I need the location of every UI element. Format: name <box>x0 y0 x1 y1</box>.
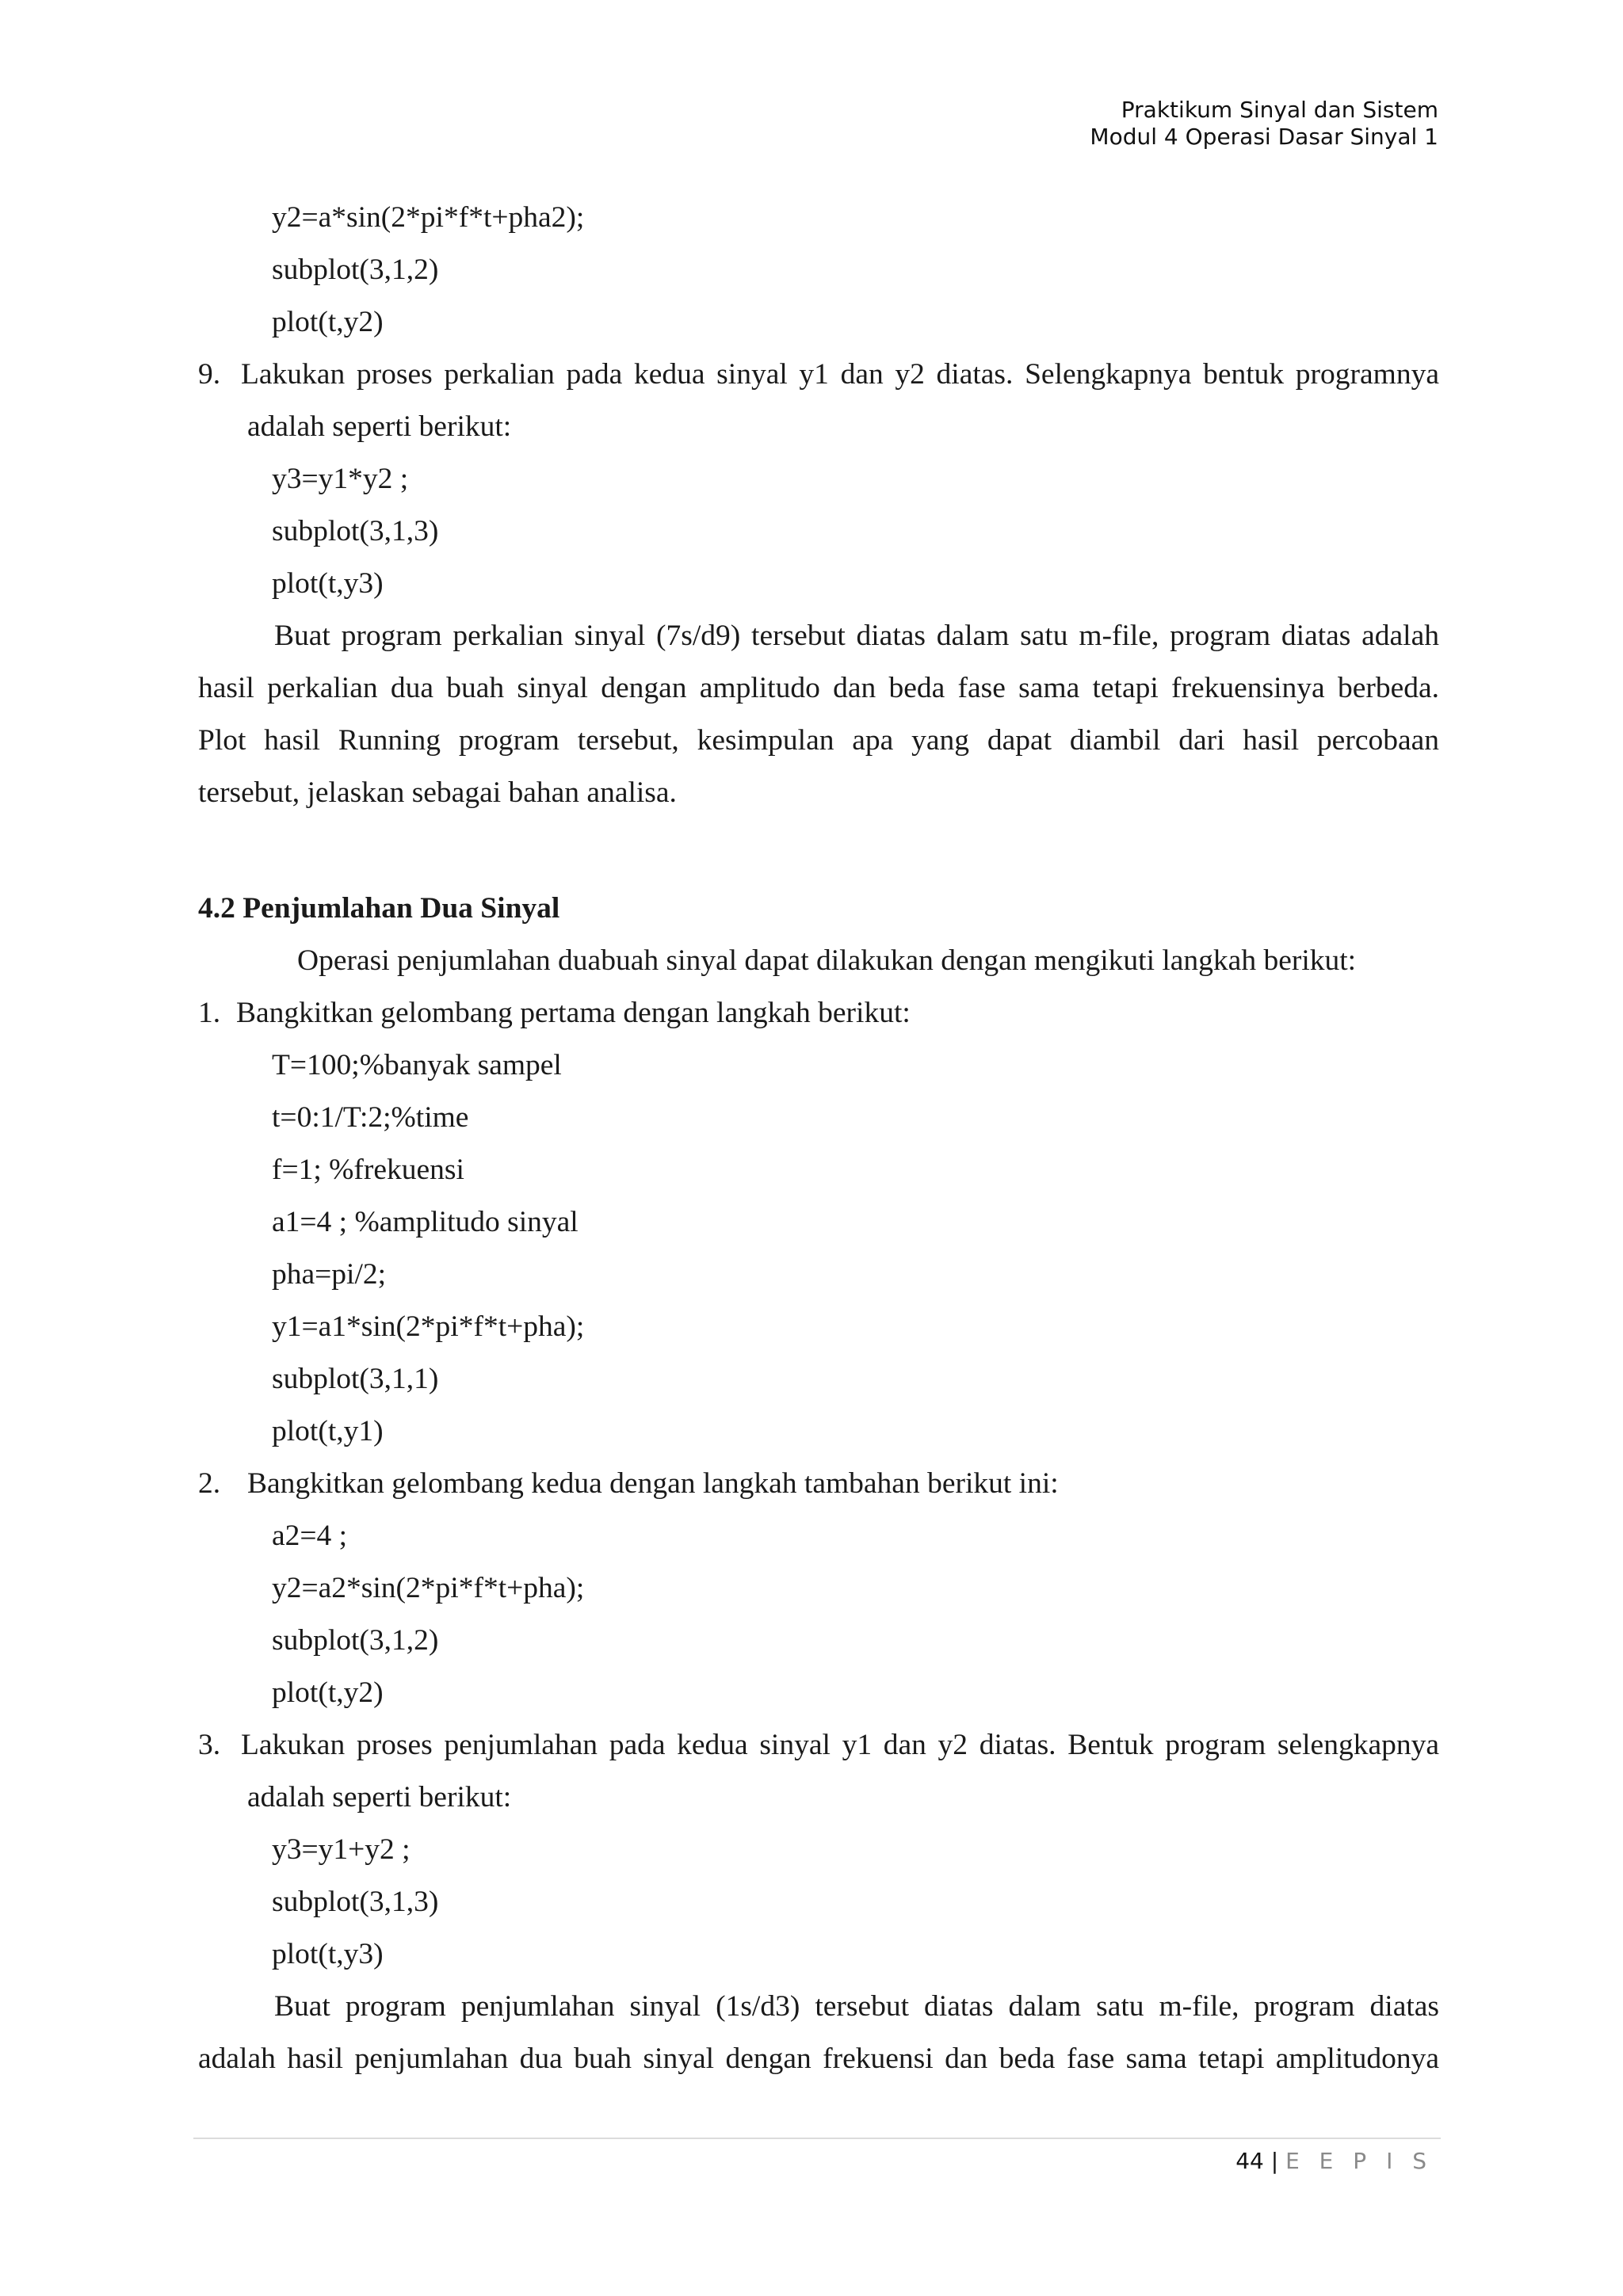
code-line: subplot(3,1,2) <box>272 1624 439 1657</box>
step-text: Lakukan proses penjumlahan pada kedua sinyal y1 dan y2 diatas. Bentuk program selengkapnya <box>241 1729 1439 1761</box>
code-line: y2=a2*sin(2*pi*f*t+pha); <box>272 1572 585 1604</box>
code-line: subplot(3,1,1) <box>272 1363 439 1395</box>
code-line: T=100;%banyak sampel <box>272 1049 562 1081</box>
code-line: a1=4 ; %amplitudo sinyal <box>272 1206 579 1238</box>
step-text-continued: adalah seperti berikut: <box>247 1781 512 1814</box>
header-module-title: Modul 4 Operasi Dasar Sinyal 1 <box>1090 124 1438 150</box>
step-2 <box>198 1458 1439 1510</box>
code-line: plot(t,y1) <box>272 1415 384 1447</box>
step-number: 2. <box>198 1467 221 1500</box>
section-heading: 4.2 Penjumlahan Dua Sinyal <box>198 892 560 925</box>
paragraph-line: Plot hasil Running program tersebut, kesimpulan apa yang dapat diambil dari hasil percobaan <box>198 724 1439 757</box>
section-intro: Operasi penjumlahan duabuah sinyal dapat dilakukan dengan mengikuti langkah berikut: <box>297 944 1357 977</box>
page-footer <box>1235 2147 1433 2176</box>
footer-separator: | <box>1270 2148 1279 2174</box>
step-text: Bangkitkan gelombang pertama dengan langkah berikut: <box>236 997 911 1029</box>
code-line: y3=y1*y2 ; <box>272 463 409 495</box>
footer-divider <box>193 2138 1441 2139</box>
paragraph-line: Buat program penjumlahan sinyal (1s/d3) tersebut diatas dalam satu m-file, program diatas <box>274 1990 1439 2023</box>
code-line: plot(t,y3) <box>272 1938 384 1970</box>
code-line: plot(t,y2) <box>272 1676 384 1709</box>
step-number: 1. <box>198 997 221 1029</box>
code-line: y1=a1*sin(2*pi*f*t+pha); <box>272 1310 585 1343</box>
paragraph-line: adalah hasil penjumlahan dua buah sinyal dengan frekuensi dan beda fase sama tetapi amplitudonya <box>198 2042 1439 2075</box>
code-line: a2=4 ; <box>272 1520 348 1552</box>
step-text: Lakukan proses perkalian pada kedua sinyal y1 dan y2 diatas. Selengkapnya bentuk programnya <box>241 358 1439 391</box>
paragraph-line: hasil perkalian dua buah sinyal dengan amplitudo dan beda fase sama tetapi frekuensinya berbeda. <box>198 672 1439 704</box>
step-text: Bangkitkan gelombang kedua dengan langkah tambahan berikut ini: <box>247 1467 1059 1500</box>
code-line: subplot(3,1,3) <box>272 515 439 547</box>
paragraph-line: Buat program perkalian sinyal (7s/d9) tersebut diatas dalam satu m-file, program diatas adalah <box>274 620 1439 652</box>
code-line: f=1; %frekuensi <box>272 1154 464 1186</box>
step-number: 9. <box>198 358 221 391</box>
code-line: subplot(3,1,3) <box>272 1886 439 1918</box>
code-line: plot(t,y2) <box>272 306 384 338</box>
step-text-continued: adalah seperti berikut: <box>247 410 512 443</box>
step-number: 3. <box>198 1729 221 1761</box>
code-line: y3=y1+y2 ; <box>272 1833 411 1866</box>
step-3 <box>198 1719 1439 1772</box>
code-line: y2=a*sin(2*pi*f*t+pha2); <box>272 201 585 234</box>
paragraph-line: tersebut, jelaskan sebagai bahan analisa. <box>198 776 677 809</box>
step-1 <box>198 987 1439 1039</box>
page-body <box>198 192 1439 2085</box>
code-line: t=0:1/T:2;%time <box>272 1101 469 1134</box>
page-number: 44 <box>1235 2148 1264 2174</box>
step-9 <box>198 349 1439 401</box>
running-header <box>1090 97 1438 151</box>
code-line: pha=pi/2; <box>272 1258 387 1291</box>
header-course-title: Praktikum Sinyal dan Sistem <box>1121 97 1438 123</box>
code-line: plot(t,y3) <box>272 567 384 600</box>
code-line: subplot(3,1,2) <box>272 254 439 286</box>
footer-org: E E P I S <box>1285 2148 1433 2174</box>
